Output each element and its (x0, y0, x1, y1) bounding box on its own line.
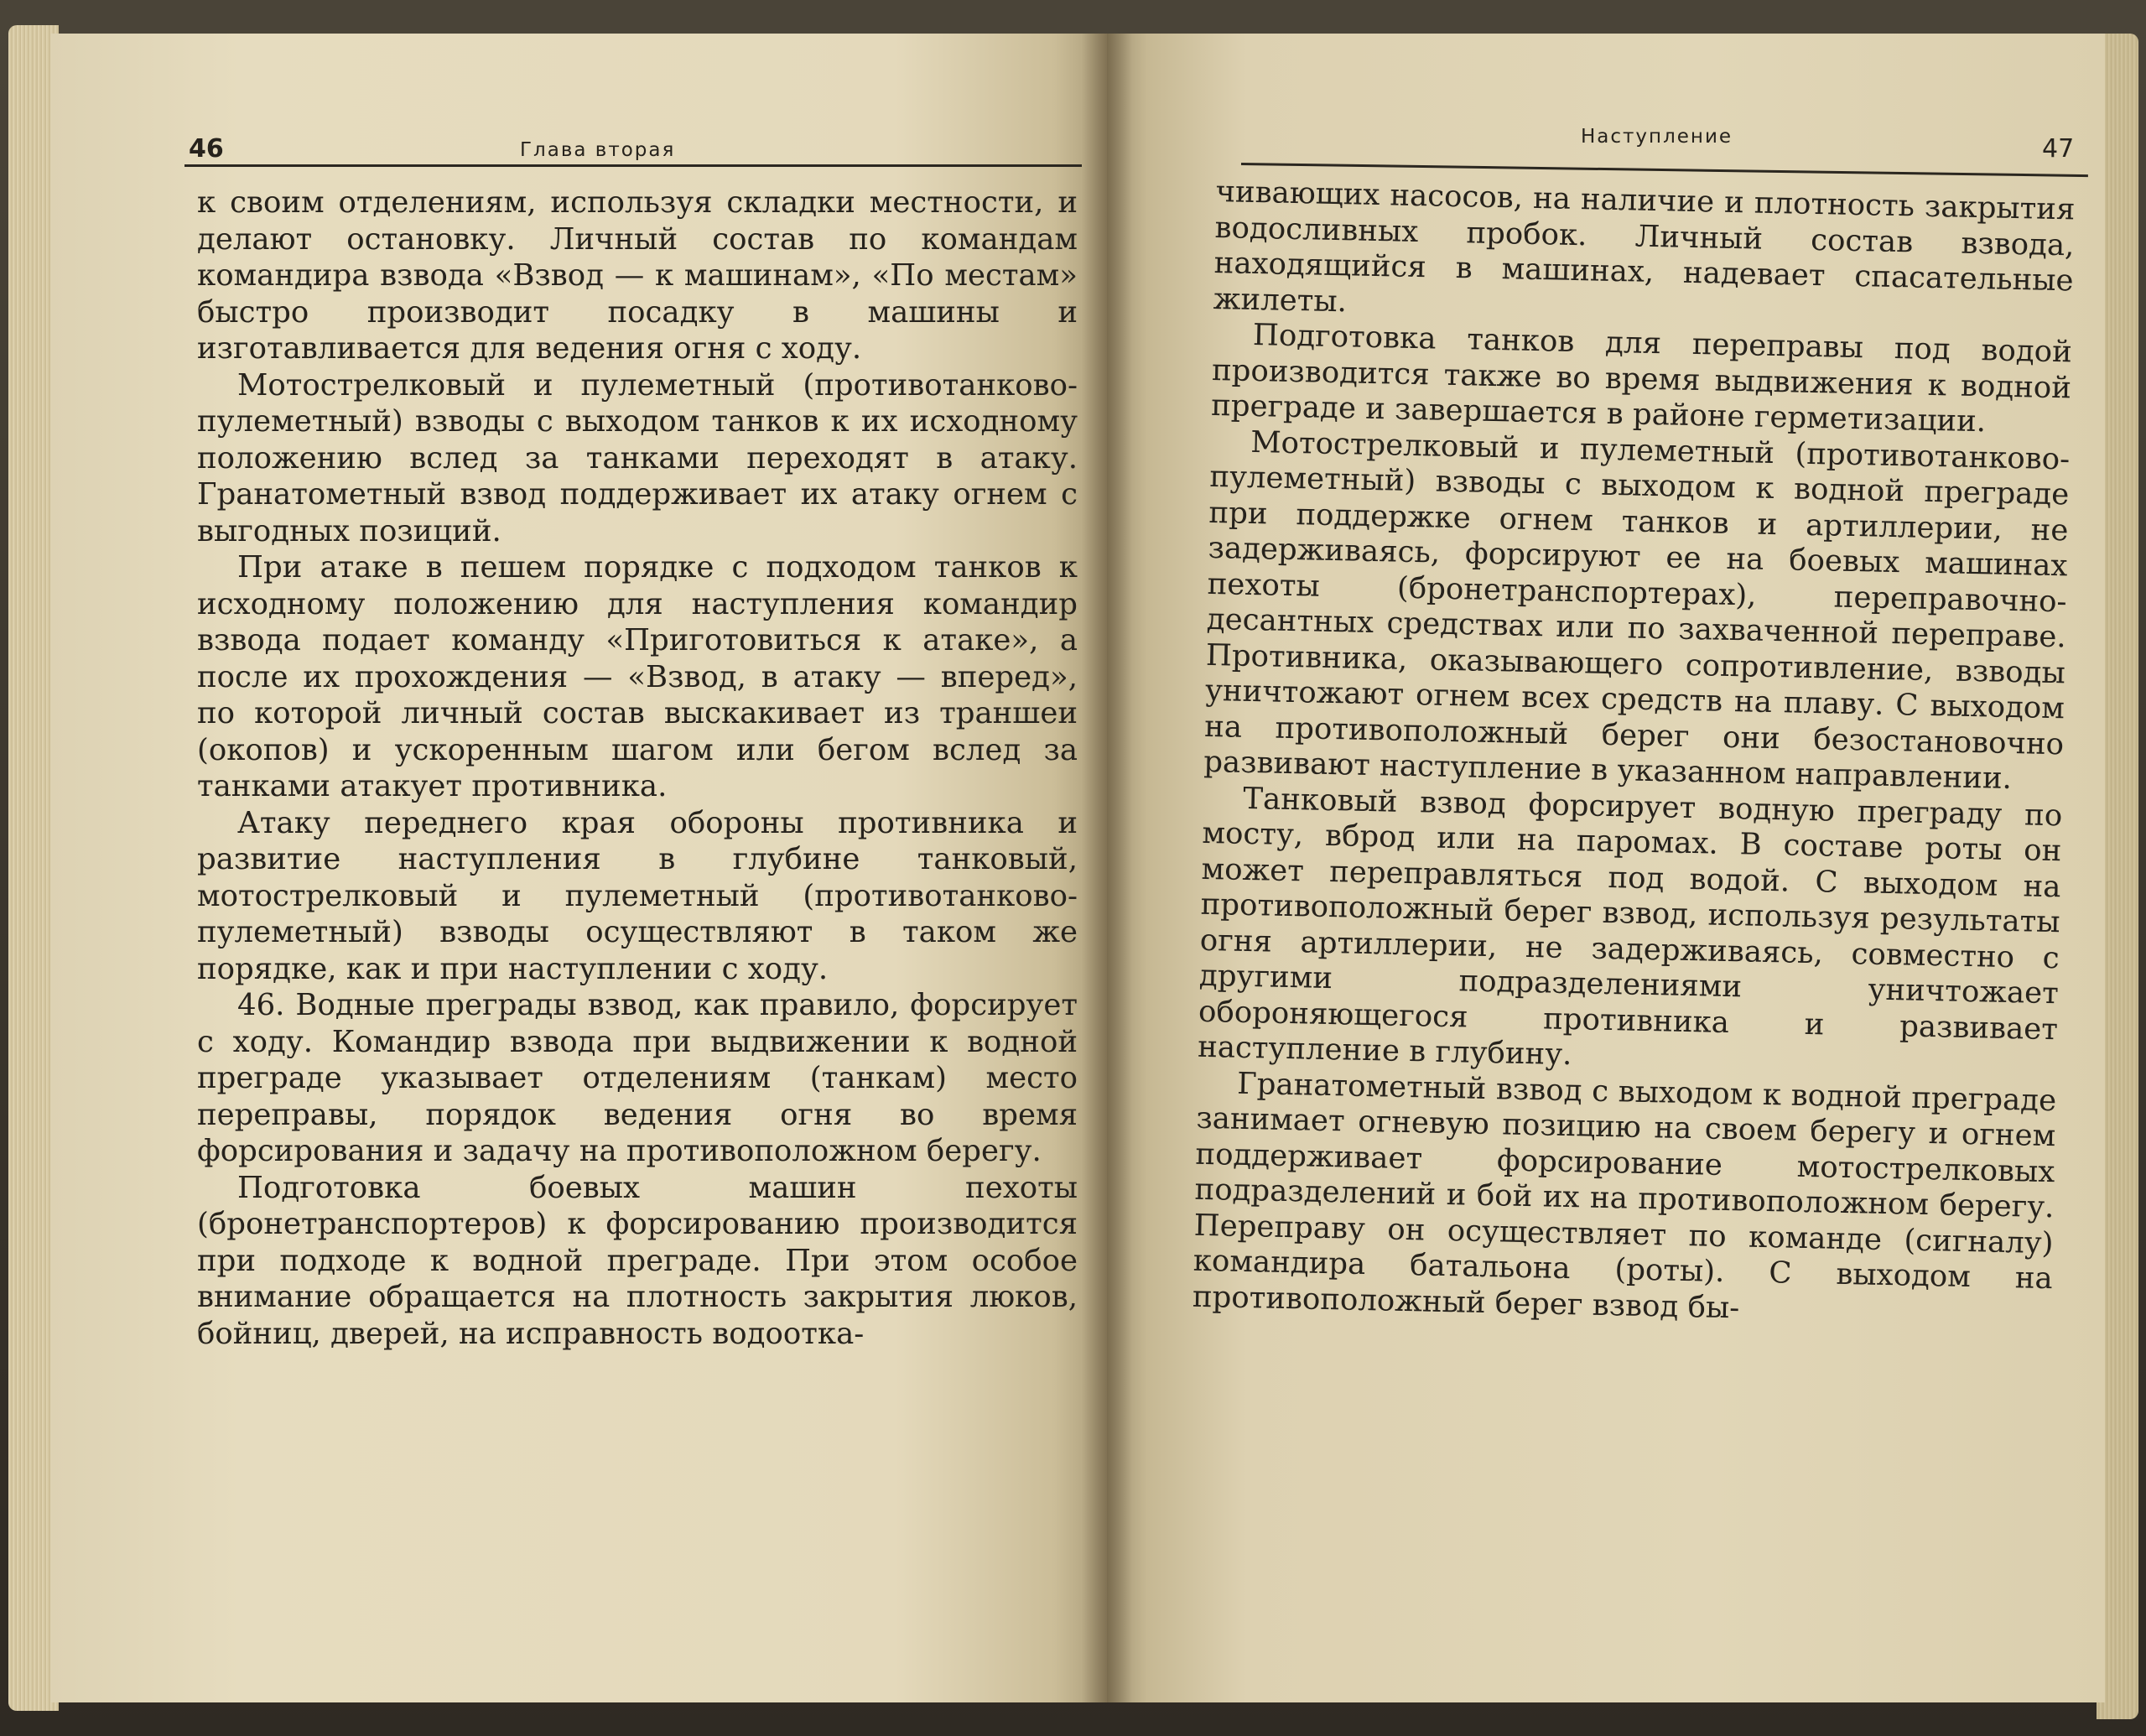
paragraph: чивающих насосов, на наличие и плотность закрытия водосливных пробок. Личный состав взвода, находящийся в машинах, надевает спасательные жилеты. (1213, 174, 2076, 319)
left-page (50, 34, 1107, 1702)
paragraph: Атаку переднего края обороны противника и развитие наступления в глубине танковый, мотострелковый и пулеметный (противотанково-пулеметный) взводы осуществляют в таком же порядке, как и при наступлении с ходу. (197, 805, 1078, 986)
page-number: 47 (2042, 134, 2075, 164)
paragraph: Мотострелковый и пулеметный (противотанково-пулеметный) взводы с выходом к водной преграде при поддержке огнем танков и артиллерии, не задерживаясь, форсируют ее на боевых машинах пехоты (бронетранспортерах), переправочно-десантных средствах или по захваченной переправе. Противника, оказывающего сопротивление, взводы уничтожают огнем всех средств на плаву. С выходом на противоположный берег они безостановочно развивают наступление в указанном направлении. (1203, 424, 2071, 797)
page-body (1193, 174, 2076, 1333)
right-page (1107, 34, 2105, 1702)
paragraph: Мотострелковый и пулеметный (противотанково-пулеметный) взводы с выходом танков к их исходному положению вслед за танками переходят в атаку. Гранатометный взвод поддерживает их атаку огнем с выгодных позиций. (197, 367, 1078, 548)
paragraph: Танковый взвод форсирует водную преграду по мосту, вброд или на паромах. В составе роты он может переправляться под водой. С выходом на противоположный берег взвод, используя результаты огня артиллерии, не задерживаясь, совместно с другими подразделениями уничтожает обороняющегося противника и развивает наступление в глубину. (1197, 781, 2063, 1073)
paragraph: 46. Водные преграды взвод, как правило, форсирует с ходу. Командир взвода при выдвижении к водной преграде указывает отделениям (танкам) место переправы, порядок ведения огня во время форсирования и задачу на противоположном берегу. (197, 988, 1078, 1168)
paragraph: Подготовка танков для переправы под водой производится также во время выдвижения к водной преграде и завершается в районе герметизации. (1210, 317, 2073, 439)
paragraph: При атаке в пешем порядке с подходом танков к исходному положению для наступления командир взвода подает команду «Приготовиться к атаке», а после их прохождения — «Взвод, в атаку — вперед», по которой личный состав выскакивает из траншеи (окопов) и ускоренным шагом или бегом вслед за танками атакует противника. (197, 550, 1078, 803)
header-rule (1241, 163, 2088, 177)
page-number: 46 (189, 134, 224, 164)
running-head: Глава вторая (520, 139, 676, 161)
running-head: Наступление (1581, 126, 1733, 148)
paragraph: к своим отделениям, используя складки местности, и делают остановку. Личный состав по командам командира взвода «Взвод — к машинам», «По местам» быстро производит посадку в машины и изготавливается для ведения огня с ходу. (197, 185, 1078, 366)
page-body (197, 185, 1078, 1352)
book-spine-shadow (1082, 34, 1132, 1702)
paragraph: Подготовка боевых машин пехоты (бронетранспортеров) к форсированию производится при подходе к водной преграде. При этом особое внимание обращается на плотность закрытия люков, бойниц, дверей, на исправность водоотка- (197, 1170, 1078, 1351)
paragraph: Гранатометный взвод с выходом к водной преграде занимает огневую позицию на своем берегу и огнем поддерживает форсирование мотострелковых подразделений и бой их на противоположном берегу. Переправу он осуществляет по команде (сигналу) командира батальона (роты). С выходом на противоположный берег взвод бы- (1192, 1066, 2057, 1325)
header-rule (184, 164, 1082, 167)
